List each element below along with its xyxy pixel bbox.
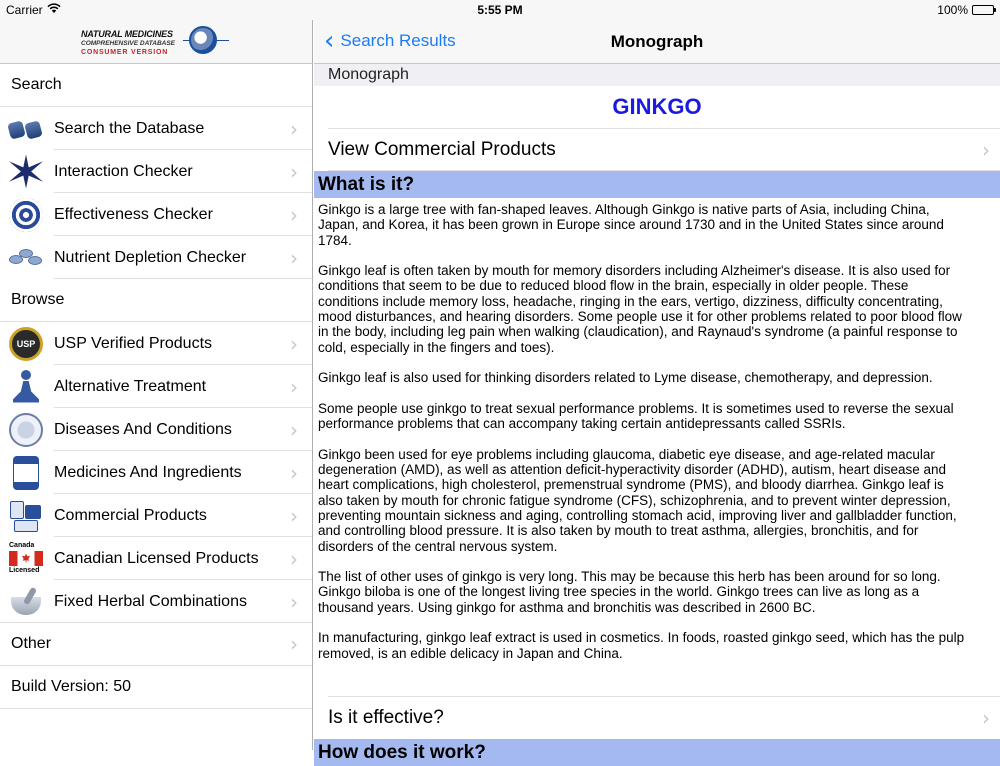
chevron-right-icon: › xyxy=(290,331,298,356)
menu-item-medicines-and-ingredients[interactable] xyxy=(0,451,312,494)
body-paragraph: The list of other uses of ginkgo is very long. This may be because this herb has been around for so long. Ginkgo biloba is one of the longest living tree species in the world. Ginkgo trees can live as long as a thousand years. Using ginkgo for asthma and bronchitis was described in 2600 BC. xyxy=(318,569,941,615)
monograph-body xyxy=(314,198,1000,683)
canada-bottom-text: Licensed xyxy=(9,566,40,574)
vitruvian-icon xyxy=(6,411,46,449)
logo-line-1: NATURAL MEDICINES xyxy=(81,28,173,39)
chevron-right-icon: › xyxy=(982,706,990,730)
target-icon xyxy=(6,196,46,234)
menu-item-effectiveness-checker[interactable] xyxy=(0,193,312,236)
chevron-right-icon: › xyxy=(290,202,298,227)
burst-icon xyxy=(6,153,46,191)
menu-item-nutrient-depletion-checker[interactable] xyxy=(0,236,312,279)
chevron-right-icon: › xyxy=(290,632,298,656)
chevron-right-icon: › xyxy=(290,374,298,399)
chevron-right-icon: › xyxy=(290,116,298,141)
clock: 5:55 PM xyxy=(477,3,523,17)
chevron-right-icon: › xyxy=(290,589,298,614)
build-version-label: Build Version: 50 xyxy=(11,678,132,695)
menu-item-interaction-checker[interactable] xyxy=(0,150,312,193)
battery-percent: 100% xyxy=(937,3,968,17)
body-paragraph: In manufacturing, ginkgo leaf extract is used in cosmetics. In foods, roasted ginkgo seed, which has the pulp removed, is an edible delicacy in Japan and China. xyxy=(318,630,965,661)
logo-line-3: CONSUMER VERSION xyxy=(81,48,169,56)
menu-item-usp-verified-products[interactable] xyxy=(0,322,312,365)
menu-item-other[interactable] xyxy=(0,623,312,666)
menu-item-diseases-and-conditions[interactable] xyxy=(0,408,312,451)
logo-bar xyxy=(0,20,312,64)
menu-item-label: Alternative Treatment xyxy=(54,377,207,395)
chevron-right-icon: › xyxy=(982,137,990,162)
chevron-right-icon: › xyxy=(290,503,298,528)
status-bar xyxy=(0,0,1000,20)
menu-item-label: Commercial Products xyxy=(54,506,207,524)
menu-item-fixed-herbal-combinations[interactable] xyxy=(0,580,312,623)
battery-status xyxy=(937,3,994,17)
body-paragraph: Ginkgo is a large tree with fan-shaped leaves. Although Ginkgo is native parts of Asia, including China, Japan, and Korea, it has been grown in Europe since around 1730 and in the United States since around 1784. xyxy=(318,202,944,248)
menu-item-alternative-treatment[interactable] xyxy=(0,365,312,408)
page-title: Monograph xyxy=(610,32,704,51)
back-button-label: Search Results xyxy=(340,31,456,50)
products-icon xyxy=(6,497,46,535)
battery-icon xyxy=(972,5,994,15)
chevron-right-icon: › xyxy=(290,460,298,485)
herb-name: GINKGO xyxy=(612,94,702,119)
menu-item-label: Search the Database xyxy=(54,119,205,137)
menu-item-label: USP Verified Products xyxy=(54,334,213,352)
body-paragraph: Ginkgo leaf is also used for thinking disorders related to Lyme disease, chemotherapy, and depression. xyxy=(318,370,933,386)
body-paragraph: Ginkgo been used for eye problems including glaucoma, diabetic eye disease, and age-related macular degeneration (AMD), as well as attention deficit-hyperactivity disorder (ADHD), autism, heart disease and heart complications, high cholesterol, premenstrual syndrome (PMS), and bloody diarrhea. Ginkgo leaf is also taken by mouth for chronic fatigue syndrome (CFS), schizophrenia, and to prevent winter depression, preventing mountain sickness and aging, controlling stomach acid, improving liver and gallbladder function, and controlling blood pressure. It is also taken by mouth to treat asthma, allergies, bronchitis, and for disorders of the central nervous system. xyxy=(318,446,957,554)
yoga-icon xyxy=(6,368,46,406)
menu-item-label: Other xyxy=(11,635,52,652)
canada-flag-icon xyxy=(6,540,46,578)
section-header-label: Browse xyxy=(11,291,65,308)
menu-item-label: Canadian Licensed Products xyxy=(54,549,259,567)
app-logo xyxy=(81,24,231,60)
detail-pane xyxy=(314,20,1000,763)
logo-line-2: COMPREHENSIVE DATABASE xyxy=(81,39,176,47)
chevron-right-icon: › xyxy=(290,245,298,270)
usp-seal-text: USP xyxy=(9,327,43,361)
logo-globe-icon xyxy=(189,26,217,54)
menu-item-label: Fixed Herbal Combinations xyxy=(54,592,247,610)
is-it-effective-link[interactable] xyxy=(328,696,1000,739)
section-header-browse xyxy=(0,279,312,322)
body-paragraph: Ginkgo leaf is often taken by mouth for memory disorders including Alzheimer's disease. It is also used for conditions that seem to be due to reduced blood flow in the brain, especially in older people. These conditions include memory loss, headache, ringing in the ears, vertigo, dizziness, difficulty concentrating, mood disturbances, and hearing disorders. Some people use it for other problems related to poor blood flow in the body, including leg pain when walking (claudication), and Raynaud's syndrome (a painful response to cold, especially in the fingers and toes). xyxy=(318,263,962,355)
what-is-it-header: What is it? xyxy=(314,171,1000,198)
chevron-right-icon: › xyxy=(290,417,298,442)
carrier-label: Carrier xyxy=(6,3,43,17)
menu-item-label: Interaction Checker xyxy=(54,162,193,180)
chevron-right-icon: › xyxy=(290,546,298,571)
how-does-it-work-header: How does it work? xyxy=(314,739,1000,766)
chevron-left-icon: ‹ xyxy=(324,26,335,56)
menu-item-label: Effectiveness Checker xyxy=(54,205,213,223)
view-commercial-products-link[interactable] xyxy=(328,128,1000,171)
mortar-pestle-icon xyxy=(6,583,46,621)
pills-icon xyxy=(6,239,46,277)
menu-item-label: Diseases And Conditions xyxy=(54,420,232,438)
menu-item-canadian-licensed-products[interactable] xyxy=(0,537,312,580)
master-pane xyxy=(0,20,313,750)
section-header-search xyxy=(0,64,312,107)
menu-item-label: Medicines And Ingredients xyxy=(54,463,242,481)
menu-item-label: Nutrient Depletion Checker xyxy=(54,248,247,266)
usp-seal-icon xyxy=(6,325,46,363)
binoculars-icon xyxy=(6,110,46,148)
build-version xyxy=(0,666,312,709)
supplement-bottle-icon xyxy=(6,454,46,492)
menu-item-search-database[interactable] xyxy=(0,107,312,150)
chevron-right-icon: › xyxy=(290,159,298,184)
menu-item-commercial-products[interactable] xyxy=(0,494,312,537)
view-commercial-products-label: View Commercial Products xyxy=(328,138,556,160)
monograph-section-header: Monograph xyxy=(314,64,1000,86)
body-paragraph: Some people use ginkgo to treat sexual performance problems. It is sometimes used to reverse the sexual performance problems that can accompany taking certain antidepressants called SSRIs. xyxy=(318,400,954,432)
canada-top-text: Canada xyxy=(9,541,35,549)
navigation-bar xyxy=(314,20,1000,64)
is-it-effective-label: Is it effective? xyxy=(328,707,444,728)
section-header-label: Search xyxy=(11,76,62,93)
